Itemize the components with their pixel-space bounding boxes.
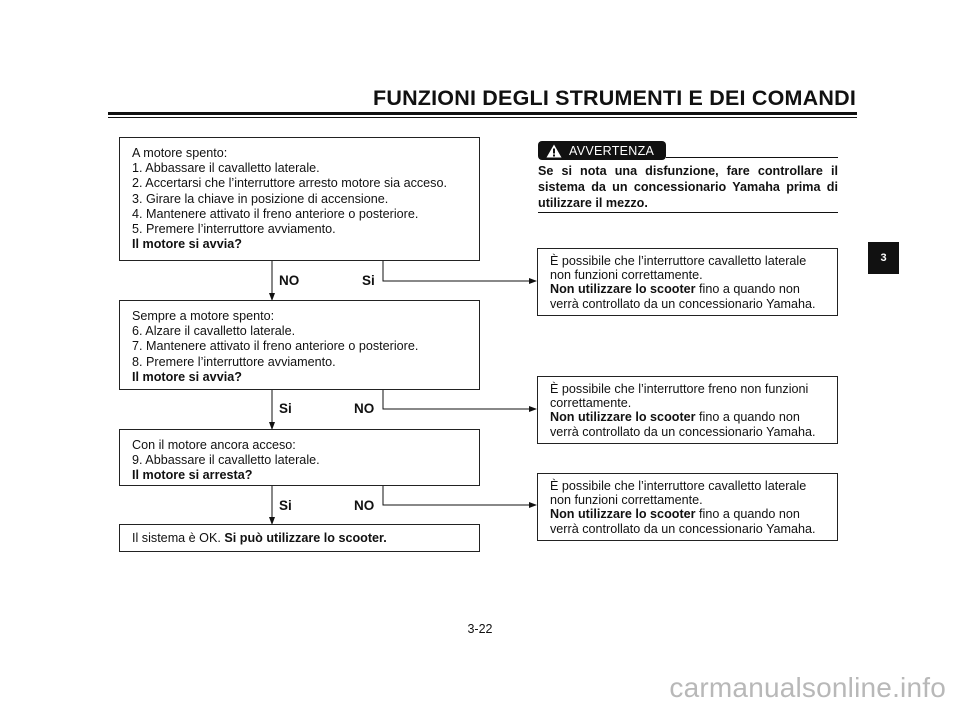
branch3-right-label: NO bbox=[354, 498, 375, 513]
step-box-2 bbox=[119, 300, 480, 390]
warning-triangle-icon bbox=[546, 144, 562, 158]
step-box-1 bbox=[119, 137, 480, 261]
outcome1-bold: Non utilizzare lo scooter bbox=[550, 282, 696, 297]
page-number: 3-22 bbox=[467, 622, 493, 636]
step1-line: 4. Mantenere attivato il freno anteriore o posteriore. bbox=[132, 206, 419, 221]
outcome3-bold: Non utilizzare lo scooter bbox=[550, 507, 696, 522]
branch2-right-label: NO bbox=[354, 401, 375, 416]
arrow-right-2 bbox=[383, 390, 536, 409]
outcome1-line: È possibile che l’interruttore cavalletto laterale bbox=[550, 254, 807, 268]
step2-line: 7. Mantenere attivato il freno anteriore o posteriore. bbox=[132, 339, 419, 354]
watermark: carmanualsonline.info bbox=[669, 672, 946, 703]
step2-line: 6. Alzare il cavalletto laterale. bbox=[132, 324, 296, 339]
outcome1-line bbox=[550, 282, 825, 296]
outcome2-line: verrà controllato da un concessionario Yamaha. bbox=[550, 424, 816, 439]
step1-line: 2. Accertarsi che l’interruttore arresto motore sia acceso. bbox=[132, 176, 447, 191]
outcome3-line bbox=[550, 507, 825, 521]
outcome1-line: non funzioni correttamente. bbox=[550, 268, 703, 283]
outcome-box-2 bbox=[537, 376, 838, 444]
warning-rule bbox=[538, 212, 838, 213]
warning-divider bbox=[666, 157, 838, 158]
step1-question: Il motore si avvia? bbox=[132, 237, 242, 252]
branch1-down-label: NO bbox=[279, 273, 300, 288]
outcome3-line: non funzioni correttamente. bbox=[550, 493, 703, 508]
outcome2-bold: Non utilizzare lo scooter bbox=[550, 410, 696, 425]
result-ok-box bbox=[119, 524, 480, 552]
outcome2-rest: fino a quando non bbox=[695, 410, 800, 425]
arrow-right-1 bbox=[383, 261, 536, 281]
step3-line: Con il motore ancora acceso: bbox=[132, 438, 296, 452]
result-ok-line bbox=[132, 531, 467, 546]
outcome2-line bbox=[550, 410, 825, 424]
warning-label: AVVERTENZA bbox=[569, 143, 655, 158]
branch1-right-label: Si bbox=[362, 273, 375, 288]
step1-line: 1. Abbassare il cavalletto laterale. bbox=[132, 161, 320, 176]
result-ok-bold: Si può utilizzare lo scooter. bbox=[224, 531, 387, 545]
arrow-right-3 bbox=[383, 486, 536, 505]
step1-line: 3. Girare la chiave in posizione di accensione. bbox=[132, 191, 389, 206]
step2-line: 8. Premere l’interruttore avviamento. bbox=[132, 354, 336, 369]
chapter-tab: 3 bbox=[868, 242, 899, 274]
step1-line: 5. Premere l’interruttore avviamento. bbox=[132, 222, 336, 237]
outcome-box-1 bbox=[537, 248, 838, 316]
step3-question: Il motore si arresta? bbox=[132, 468, 253, 483]
outcome1-rest: fino a quando non bbox=[695, 282, 800, 297]
warning-text: Se si nota una disfunzione, fare controllare il sistema da un concessionario Yamaha prima di utilizzare il mezzo. bbox=[538, 164, 838, 210]
step2-question: Il motore si avvia? bbox=[132, 369, 242, 384]
result-ok-text: Il sistema è OK. bbox=[132, 531, 225, 545]
outcome2-line: correttamente. bbox=[550, 396, 632, 411]
outcome-box-3 bbox=[537, 473, 838, 541]
step-box-3 bbox=[119, 429, 480, 486]
branch3-down-label: Si bbox=[279, 498, 292, 513]
outcome3-line: verrà controllato da un concessionario Yamaha. bbox=[550, 521, 816, 536]
warning-badge bbox=[538, 141, 666, 160]
outcome1-line: verrà controllato da un concessionario Yamaha. bbox=[550, 296, 816, 311]
outcome3-rest: fino a quando non bbox=[695, 507, 800, 522]
page-title: FUNZIONI DEGLI STRUMENTI E DEI COMANDI bbox=[373, 86, 856, 110]
branch2-down-label: Si bbox=[279, 401, 292, 416]
outcome3-line: È possibile che l’interruttore cavalletto laterale bbox=[550, 479, 807, 493]
step1-line: A motore spento: bbox=[132, 146, 228, 160]
step2-line: Sempre a motore spento: bbox=[132, 309, 275, 323]
step3-line: 9. Abbassare il cavalletto laterale. bbox=[132, 453, 320, 468]
outcome2-line: È possibile che l’interruttore freno non funzioni bbox=[550, 382, 809, 396]
